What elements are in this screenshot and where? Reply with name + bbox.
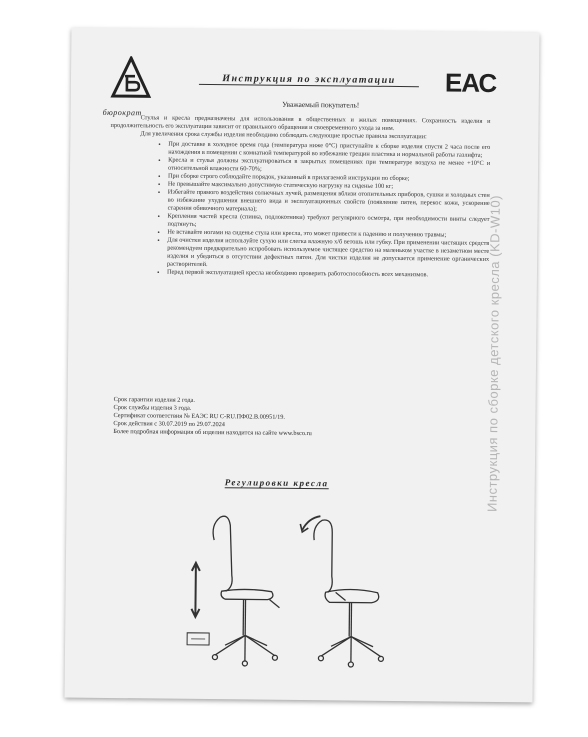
- chair-height-adjust-icon: [187, 516, 281, 666]
- rules-list: [109, 140, 490, 280]
- brand-name: бюрократ: [102, 107, 142, 118]
- bureaucrat-logo-icon: [109, 56, 154, 104]
- rule-item: • Для очистки изделия используйте сухую или слегка влажную х/б ветошь или губку. При применении чистящих средств рекомендуем предварительно испробовать используемое чистящее средство на маленьком участке в незаметном месте изделия и убедиться в отсутствии дефектных пятен. Для чистки изделия не допускается применение органических растворителей.: [167, 237, 489, 272]
- greeting: Уважаемый покупатель!: [282, 99, 360, 110]
- warranty-line: Срок гарантии изделия 2 года.: [113, 396, 195, 404]
- bleed-through-text: Инструкция по сборке детского кресла (KD-W10): [484, 194, 503, 513]
- rule-item: • При сборке строго соблюдайте порядок, указанный в прилагаемой инструкции по сборке;: [168, 173, 490, 184]
- rule-item: • Крепления частей кресла (спинка, подлокотники) требуют регулярного осмотра, при необходимости винты следует подтянуть;: [167, 213, 489, 232]
- warranty-line: Срок действия с 30.07.2019 по 29.07.2024: [113, 420, 225, 429]
- rule-item: • Кресла и стулья должны эксплуатироваться в закрытых помещениях при температуре воздуха не менее +10°С и относительной влажности 60-70%;: [168, 157, 490, 176]
- warranty-line: Более подробная информация об изделии находится на сайте www.bsco.ru: [113, 428, 312, 438]
- instruction-sheet: [65, 28, 540, 703]
- adjustments-title: Регулировки кресла: [224, 477, 329, 489]
- rule-item: • Перед первой эксплуатацией кресла необходимо проверить работоспособность всех механизмов.: [167, 269, 489, 280]
- rule-item: • Избегайте прямого воздействия солнечных лучей, размещения вблизи отопительных приборов, сушки и холодных стен во избежание ухудшения внешнего вида и эксплуатационных свойств (появление пятен, перекос кожи, ускорение старения обивочного материала);: [168, 189, 490, 216]
- intro-paragraph: Стулья и кресла предназначены для использования в общественных и жилых помещениях. Сохранность изделия и продолжительность его эксплуатации зависит от правильного обращения и своевременного ухода за ним.: [110, 114, 491, 132]
- eac-mark: ЕАС: [444, 67, 497, 99]
- rule-item: • При доставке в холодное время года (температура ниже 0°С) приступайте к сборке изделия спустя 2 часа после его нахождения в помещении с комнатной температурой во избежание трещин пластика и нормальной работы газлифта;: [168, 141, 490, 160]
- chair-backrest-adjust-icon: [299, 516, 385, 667]
- rule-item: • Не вставайте ногами на сиденье стула или кресла, это может привести к падению и получению травмы;: [167, 229, 489, 240]
- intro-paragraph: Для увеличения срока службы изделия необходимо соблюдать следующие простые правила эксплуатации:: [140, 130, 427, 141]
- rule-item: • Не превышайте максимально допустимую статическую нагрузку на сиденье 100 кг;: [168, 181, 490, 192]
- instructions-body: [109, 114, 491, 280]
- document-title: Инструкция по эксплуатации: [199, 73, 419, 87]
- chair-adjustment-illustration: [185, 495, 427, 678]
- warranty-block: [113, 396, 312, 438]
- warranty-line: Сертификат соответствия № ЕАЭС RU С-RU.ПФ02.В.00951/19.: [113, 412, 286, 421]
- warranty-line: Срок службы изделия 3 года.: [113, 404, 192, 412]
